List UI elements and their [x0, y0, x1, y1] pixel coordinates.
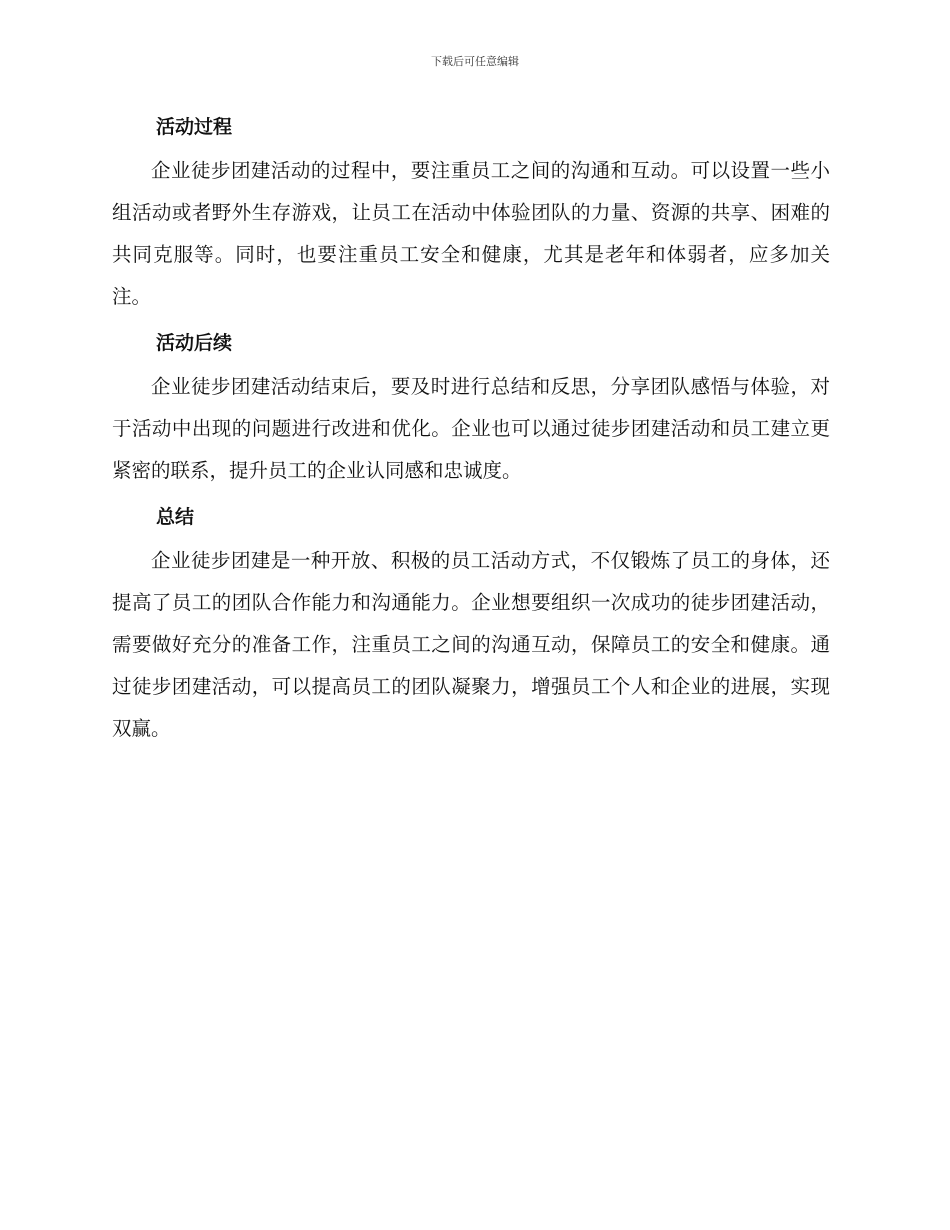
section-paragraph: 企业徒步团建是一种开放、积极的员工活动方式，不仅锻炼了员工的身体，还提高了员工的团队合作能力和沟通能力。企业想要组织一次成功的徒步团建活动，需要做好充分的准备工作，注重员工之间的沟通互动，保障员工的安全和健康。通过徒步团建活动，可以提高员工的团队凝聚力，增强员工个人和企业的进展，实现双赢。	[112, 549, 830, 740]
section-activity-process	[112, 110, 830, 318]
document-body	[112, 110, 830, 750]
section-activity-followup	[112, 326, 830, 492]
page-header: 下载后可任意编辑	[431, 55, 519, 68]
section-title: 活动过程	[156, 116, 233, 138]
section-paragraph: 企业徒步团建活动的过程中，要注重员工之间的沟通和互动。可以设置一些小组活动或者野外生存游戏，让员工在活动中体验团队的力量、资源的共享、困难的共同克服等。同时，也要注重员工安全和健康，尤其是老年和体弱者，应多加关注。	[112, 159, 830, 308]
section-paragraph: 企业徒步团建活动结束后，要及时进行总结和反思，分享团队感悟与体验，对于活动中出现的问题进行改进和优化。企业也可以通过徒步团建活动和员工建立更紧密的联系，提升员工的企业认同感和忠诚度。	[112, 375, 830, 482]
section-title: 总结	[156, 506, 195, 528]
section-summary	[112, 500, 830, 750]
section-title: 活动后续	[156, 332, 233, 354]
